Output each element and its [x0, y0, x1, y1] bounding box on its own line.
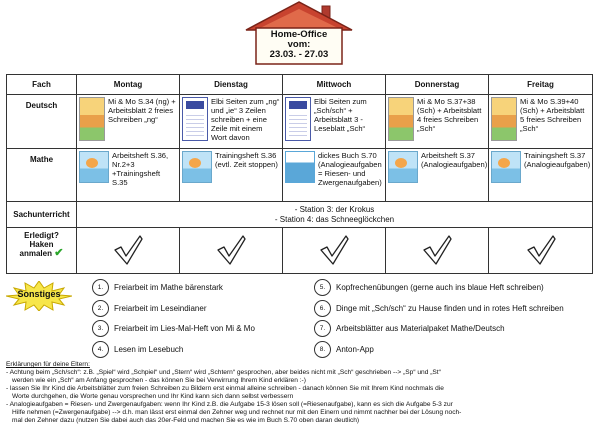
- task-text: Mi & Mo S.34 (ng) + Arbeitsblatt 2 freies Schreiben „ng“: [108, 97, 176, 124]
- table-row-mathe: [7, 149, 593, 202]
- checkmark-icon: [317, 233, 351, 267]
- task-label: Arbeitsblätter aus Materialpaket Mathe/Deutsch: [336, 324, 505, 333]
- header-donnerstag: Donnerstag: [386, 75, 489, 95]
- task-text: Mi & Mo S.39+40 (Sch) + Arbeitsblatt 5 freies Schreiben „Sch“: [520, 97, 585, 133]
- task-item-4: [92, 341, 183, 358]
- task-item-1: [92, 279, 223, 296]
- task-item-6: [314, 300, 564, 317]
- checkmark-icon: [214, 233, 248, 267]
- task-label: Dinge mit „Sch/sch“ zu Hause finden und in rotes Heft schreiben: [336, 304, 564, 313]
- erledigt-question: Erledigt?: [24, 231, 59, 240]
- arbeitsheft-icon: [79, 151, 109, 183]
- explanation-line: - lassen Sie Ihr Kind die Arbeitsblätter zum freien Schreiben zu Bildern erst einmal alleine schreiben - danach können Sie mit Ihrem Kind nochmals die: [6, 385, 444, 392]
- check-dienstag[interactable]: [180, 228, 283, 274]
- checkmark-icon: [420, 233, 454, 267]
- cell-mathe-dienstag: [180, 149, 283, 202]
- checkmark-icon: [111, 233, 145, 267]
- house-header: [240, 0, 358, 66]
- task-text: dickes Buch S.70 (Analogieaufgaben = Riesen- und Zwergenaufgaben): [318, 151, 382, 187]
- sachunterricht-stations: [77, 202, 593, 228]
- subject-mathe: Mathe: [7, 149, 77, 202]
- arbeitsheft-icon: [388, 151, 418, 183]
- cell-mathe-mittwoch: [283, 149, 386, 202]
- task-text: Mi & Mo S.37+38 (Sch) + Arbeitsblatt 4 freies Schreiben „Sch“: [417, 97, 482, 133]
- task-number: 1.: [92, 279, 109, 296]
- cell-mathe-montag: [77, 149, 180, 202]
- mi-mo-book-icon: [79, 97, 105, 141]
- header-dienstag: Dienstag: [180, 75, 283, 95]
- header-montag: Montag: [77, 75, 180, 95]
- station-4: - Station 4: das Schneeglöckchen: [274, 214, 395, 224]
- station-3: - Station 3: der Krokus: [294, 204, 375, 214]
- explanation-line: - Analogieaufgaben = Riesen- und Zwergenaufgaben: wenn Ihr Kind z.B. die Aufgabe 15-3 lösen soll (=Riesenaufgabe), kann es sich die Aufgabe 5-3 zur: [6, 401, 453, 408]
- explanation-line: Hilfe nehmen (=Zwergenaufgabe) --> d.h. man lässt erst einmal den Zehner weg und rechnet nur mit den Einern und nimmt nachher bei der Lösung noch-: [12, 409, 462, 416]
- elbi-worksheet-icon: [285, 97, 311, 141]
- task-number: 6.: [314, 300, 331, 317]
- task-item-3: [92, 320, 255, 337]
- green-checkmark-icon: ✔: [54, 247, 64, 259]
- task-number: 4.: [92, 341, 109, 358]
- task-number: 3.: [92, 320, 109, 337]
- explanation-line: werden wie ein „Sch“ am Anfang gesprochen - das können Sie bei Verwirrung Ihrem Kind erklären :-): [12, 377, 306, 384]
- header-fach: Fach: [7, 75, 77, 95]
- explanation-line: - Achtung beim „Sch/sch“: z.B. „Spiel“ wird „Schpiel“ und „Stern“ wird „Schtern“ gesprochen, aber beides nicht mit „Sch“ geschrieben --> „Sp“ und „St“: [6, 369, 441, 376]
- check-mittwoch[interactable]: [283, 228, 386, 274]
- cell-deutsch-dienstag: [180, 95, 283, 149]
- house-subtitle: vom:: [287, 39, 311, 50]
- check-montag[interactable]: [77, 228, 180, 274]
- task-label: Freiarbeit im Leseindianer: [114, 304, 207, 313]
- subject-sachunterricht: Sachunterricht: [7, 202, 77, 228]
- subject-deutsch: Deutsch: [7, 95, 77, 149]
- task-item-5: [314, 279, 544, 296]
- task-item-7: [314, 320, 505, 337]
- cell-mathe-donnerstag: [386, 149, 489, 202]
- mi-mo-book-icon: [388, 97, 414, 141]
- task-number: 7.: [314, 320, 331, 337]
- task-label: Anton-App: [336, 345, 374, 354]
- trainingsheft-icon: [491, 151, 521, 183]
- task-item-2: [92, 300, 207, 317]
- check-donnerstag[interactable]: [386, 228, 489, 274]
- task-text: Arbeitsheft S.36, Nr.2+3 +Trainingsheft S.35: [112, 151, 169, 187]
- task-text: Trainingsheft S.36 (evtl. Zeit stoppen): [215, 151, 278, 169]
- explanations-title: Erklärungen für deine Eltern:: [6, 361, 90, 368]
- task-text: Elbi Seiten zum „ng“ und „ie“ 3 Zeilen schreiben + eine Zeile mit einem Wort davon: [211, 97, 280, 142]
- task-text: Elbi Seiten zum „Sch/sch“ + Arbeitsblatt 3 - Leseblatt „Sch“: [314, 97, 367, 133]
- checkmark-icon: [524, 233, 558, 267]
- explanation-line: mal den Zehner dazu (nutzen Sie dabei auch das 20er-Feld und machen Sie es wie im Buch S.70 oben daran deutlich): [12, 417, 360, 424]
- mi-mo-book-icon: [491, 97, 517, 141]
- sonstiges-label: Sonstiges: [17, 289, 61, 299]
- task-number: 8.: [314, 341, 331, 358]
- parent-explanations: [6, 361, 594, 425]
- table-header-row: [7, 75, 593, 95]
- task-text: Trainingsheft S.37 (Analogieaufgaben): [524, 151, 591, 169]
- house-title: Home-Office: [270, 29, 328, 40]
- cell-deutsch-donnerstag: [386, 95, 489, 149]
- elbi-worksheet-icon: [182, 97, 208, 141]
- math-book-icon: [285, 151, 315, 183]
- header-freitag: Freitag: [489, 75, 593, 95]
- task-item-8: [314, 341, 374, 358]
- task-text: Arbeitsheft S.37 (Analogieaufgaben): [421, 151, 488, 169]
- house-date-range: 23.03. - 27.03: [269, 49, 329, 60]
- table-row-sachunterricht: [7, 202, 593, 228]
- task-number: 5.: [314, 279, 331, 296]
- cell-deutsch-mittwoch: [283, 95, 386, 149]
- task-label: Lesen im Lesebuch: [114, 345, 184, 354]
- task-label: Freiarbeit im Lies-Mal-Heft von Mi & Mo: [114, 324, 255, 333]
- trainingsheft-icon: [182, 151, 212, 183]
- task-label: Kopfrechenübungen (gerne auch ins blaue Heft schreiben): [336, 283, 544, 292]
- erledigt-haken: Haken: [29, 240, 54, 249]
- cell-deutsch-montag: [77, 95, 180, 149]
- header-mittwoch: Mittwoch: [283, 75, 386, 95]
- check-freitag[interactable]: [489, 228, 593, 274]
- cell-mathe-freitag: [489, 149, 593, 202]
- table-row-deutsch: [7, 95, 593, 149]
- task-number: 2.: [92, 300, 109, 317]
- table-row-erledigt: [7, 228, 593, 274]
- task-label: Freiarbeit im Mathe bärenstark: [114, 283, 223, 292]
- erledigt-anmalen: anmalen: [19, 249, 52, 258]
- cell-deutsch-freitag: [489, 95, 593, 149]
- weekly-plan-table: [6, 74, 593, 274]
- erledigt-label: [7, 228, 77, 274]
- explanation-line: Worte durchgehen, die Worte genau vorsprechen und Ihr Kind kann sich dann selbst verbessern: [12, 393, 294, 400]
